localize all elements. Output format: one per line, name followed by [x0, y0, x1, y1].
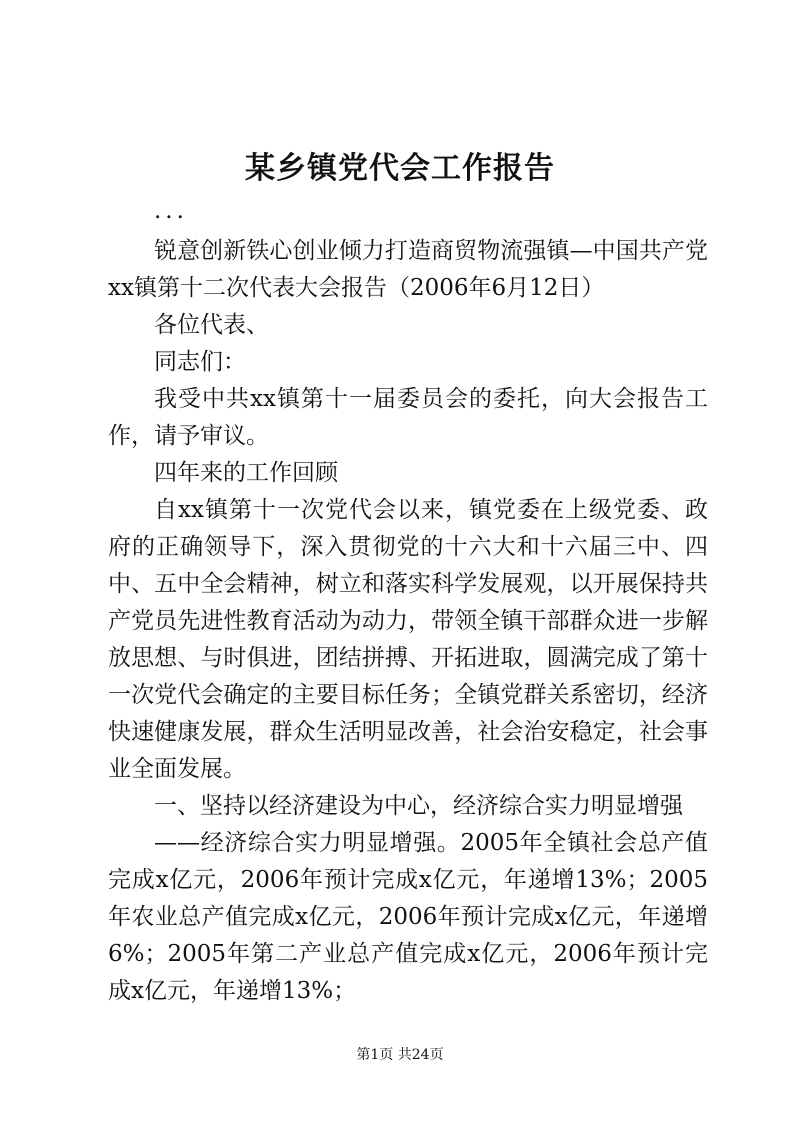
report-heading-paragraph: 锐意创新铁心创业倾力打造商贸物流强镇—中国共产党xx镇第十二次代表大会报告（2006年6月12日）: [108, 238, 708, 301]
salutation-delegates: 各位代表、: [154, 312, 269, 338]
section-heading-economy: 一、坚持以经济建设为中心，经济综合实力明显增强: [154, 793, 683, 819]
ellipsis-mark: ...: [154, 198, 188, 224]
section-heading-review: 四年来的工作回顾: [154, 460, 338, 486]
review-paragraph: 自xx镇第十一次党代会以来，镇党委在上级党委、政府的正确领导下，深入贯彻党的十六大和十六届三中、四中、五中全会精神，树立和落实科学发展观，以开展保持共产党员先进性教育活动为动力，带领全镇干部群众进一步解放思想、与时俱进，团结拼搏、开拓进取，圆满完成了第十一次党代会确定的主要目标任务；全镇党群关系密切，经济快速健康发展，群众生活明显改善，社会治安稳定，社会事业全面发展。: [108, 497, 708, 782]
salutation-comrades: 同志们：: [154, 349, 246, 375]
economy-paragraph: ——经济综合实力明显增强。2005年全镇社会总产值完成x亿元，2006年预计完成x亿元，年递增13%；2005年农业总产值完成x亿元，2006年预计完成x亿元，年递增6%；2005年第二产业总产值完成x亿元，2006年预计完成x亿元，年递增13%；: [108, 830, 708, 1004]
page-footer: 第1页 共24页: [356, 1047, 444, 1063]
intro-paragraph: 我受中共xx镇第十一届委员会的委托，向大会报告工作，请予审议。: [108, 386, 708, 449]
document-title: 某乡镇党代会工作报告: [245, 151, 555, 186]
document-body: [108, 196, 708, 1010]
